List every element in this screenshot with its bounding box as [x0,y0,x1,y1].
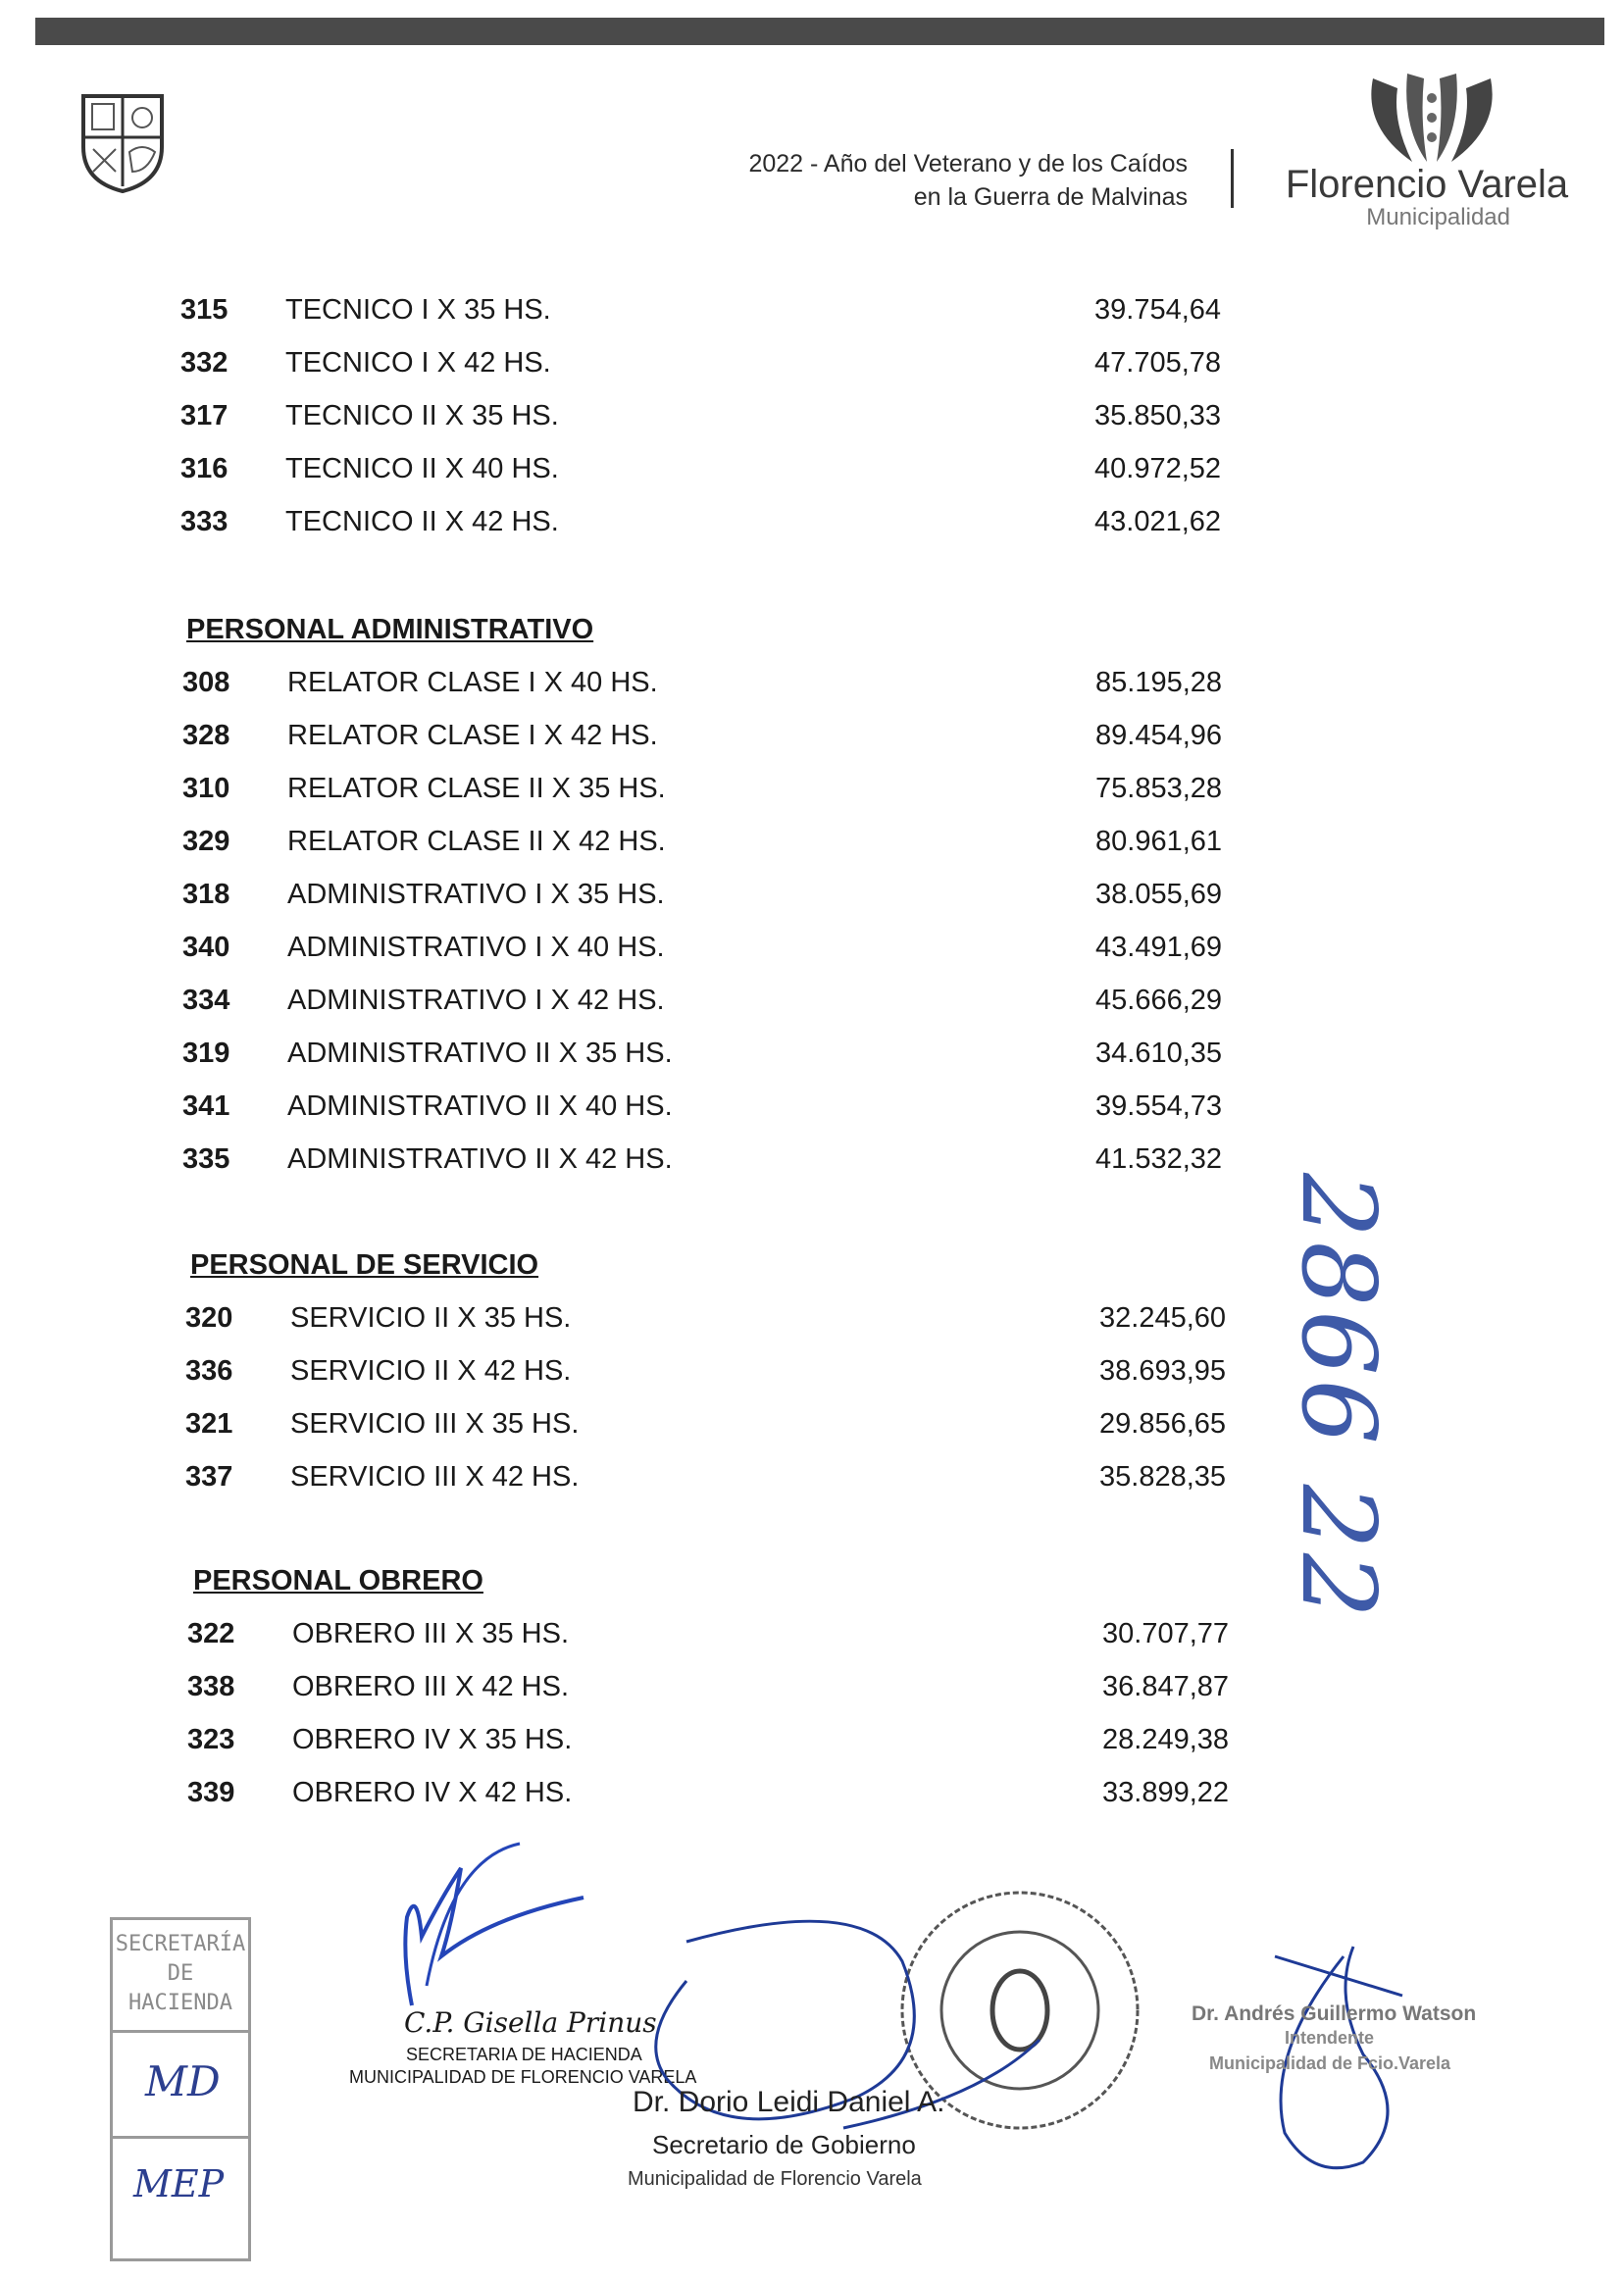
list-item [180,347,1240,386]
salary-code: 328 [182,720,230,751]
salary-amount: 29.856,65 [1099,1408,1227,1440]
position-label: ADMINISTRATIVO I X 42 HS. [287,985,665,1016]
salary-code: 322 [187,1618,235,1649]
salary-amount: 85.195,28 [1095,667,1223,698]
motto-line-1: 2022 - Año del Veterano y de los Caídos [748,150,1188,177]
initials-mep: MEP [133,2162,225,2205]
salary-amount: 80.961,61 [1095,826,1223,857]
salary-amount: 47.705,78 [1094,347,1222,379]
list-item [185,1461,1244,1500]
municipal-crest-icon [78,88,167,196]
signature-org-prinus: MUNICIPALIDAD DE FLORENCIO VARELA [349,2067,697,2087]
position-label: ADMINISTRATIVO I X 40 HS. [287,932,665,963]
position-label: SERVICIO III X 35 HS. [290,1408,580,1440]
salary-code: 336 [185,1355,233,1387]
salary-code: 329 [182,826,230,857]
salary-code: 310 [182,773,230,804]
list-item [182,1143,1242,1183]
section-heading-obrero: PERSONAL OBRERO [193,1565,483,1596]
salary-code: 316 [180,453,228,484]
salary-code: 318 [182,879,230,910]
salary-amount: 36.847,87 [1102,1671,1230,1702]
header-divider [1231,149,1234,208]
position-label: ADMINISTRATIVO II X 35 HS. [287,1038,673,1069]
motto-line-2: en la Guerra de Malvinas [913,183,1188,211]
position-label: OBRERO IV X 42 HS. [292,1777,573,1808]
salary-amount: 40.972,52 [1094,453,1222,484]
salary-amount: 43.021,62 [1094,506,1222,537]
initials-md: MD [145,2057,221,2105]
signature-leidi-icon [608,1902,1069,2167]
salary-amount: 43.491,69 [1095,932,1223,963]
signature-title-leidi: Secretario de Gobierno [652,2130,916,2159]
stamp-divider [110,2030,251,2033]
salary-code: 317 [180,400,228,431]
salary-amount: 75.853,28 [1095,773,1223,804]
logo-subtitle: Municipalidad [1366,204,1510,230]
salary-amount: 41.532,32 [1095,1143,1223,1175]
salary-amount: 39.754,64 [1094,294,1222,326]
salary-code: 341 [182,1090,230,1122]
position-label: TECNICO II X 42 HS. [285,506,559,537]
salary-code: 337 [185,1461,233,1493]
salary-code: 338 [187,1671,235,1702]
position-label: ADMINISTRATIVO II X 40 HS. [287,1090,673,1122]
signature-name-watson: Dr. Andrés Guillermo Watson [1192,2002,1477,2025]
stamp-divider [110,2136,251,2139]
position-label: RELATOR CLASE II X 42 HS. [287,826,666,857]
salary-code: 335 [182,1143,230,1175]
year-motto [748,147,1188,214]
list-item [182,1090,1242,1130]
position-label: ADMINISTRATIVO I X 35 HS. [287,879,665,910]
signature-name-prinus: C.P. Gisella Prinus [404,2006,657,2039]
list-item [182,1038,1242,1077]
list-item [182,985,1242,1024]
handwritten-number [1279,1147,1398,1657]
salary-code: 323 [187,1724,235,1755]
signature-title-watson: Intendente [1285,2028,1375,2048]
position-label: SERVICIO II X 35 HS. [290,1302,572,1334]
florencio-varela-logo-icon [1353,69,1510,167]
salary-amount: 35.828,35 [1099,1461,1227,1493]
hacienda-stamp-text [110,1930,251,2018]
signature-name-leidi: Dr. Dorio Leidi Daniel A. [633,2086,945,2118]
position-label: RELATOR CLASE II X 35 HS. [287,773,666,804]
handwritten-number-text: 2866 22 [1279,1172,1398,1623]
salary-code: 334 [182,985,230,1016]
logo-name: Florencio Varela [1285,163,1569,206]
list-item [185,1302,1244,1342]
salary-code: 332 [180,347,228,379]
scan-top-bar [35,18,1604,45]
list-item [180,400,1240,439]
salary-amount: 45.666,29 [1095,985,1223,1016]
signature-org-watson: Municipalidad de Fcio.Varela [1209,2053,1451,2073]
salary-code: 321 [185,1408,233,1440]
salary-amount: 39.554,73 [1095,1090,1223,1122]
salary-amount: 38.055,69 [1095,879,1223,910]
list-item [182,826,1242,865]
position-label: TECNICO II X 35 HS. [285,400,559,431]
salary-code: 333 [180,506,228,537]
list-item [182,720,1242,759]
salary-code: 308 [182,667,230,698]
list-item [182,879,1242,918]
salary-amount: 30.707,77 [1102,1618,1230,1649]
signature-org-leidi: Municipalidad de Florencio Varela [628,2168,922,2190]
list-item [185,1355,1244,1394]
list-item [180,453,1240,492]
section-heading-servicio: PERSONAL DE SERVICIO [190,1249,539,1281]
stamp-line-2: DE [167,1961,194,1986]
salary-code: 340 [182,932,230,963]
signature-title-prinus: SECRETARIA DE HACIENDA [406,2045,642,2064]
salary-code: 315 [180,294,228,326]
salary-code: 320 [185,1302,233,1334]
salary-amount: 35.850,33 [1094,400,1222,431]
signature-prinus-icon [382,1839,598,2015]
salary-code: 339 [187,1777,235,1808]
list-item [182,773,1242,812]
position-label: TECNICO I X 42 HS. [285,347,551,379]
section-heading-administrativo: PERSONAL ADMINISTRATIVO [186,614,594,645]
position-label: TECNICO I X 35 HS. [285,294,551,326]
position-label: ADMINISTRATIVO II X 42 HS. [287,1143,673,1175]
position-label: SERVICIO III X 42 HS. [290,1461,580,1493]
list-item [187,1777,1246,1816]
list-item [187,1724,1246,1763]
list-item [180,294,1240,333]
position-label: OBRERO III X 35 HS. [292,1618,570,1649]
position-label: SERVICIO II X 42 HS. [290,1355,572,1387]
stamp-line-3: HACIENDA [128,1991,232,2015]
salary-amount: 38.693,95 [1099,1355,1227,1387]
list-item [187,1671,1246,1710]
position-label: OBRERO IV X 35 HS. [292,1724,573,1755]
list-item [180,506,1240,545]
salary-amount: 89.454,96 [1095,720,1223,751]
salary-amount: 28.249,38 [1102,1724,1230,1755]
salary-amount: 34.610,35 [1095,1038,1223,1069]
list-item [187,1618,1246,1657]
position-label: RELATOR CLASE I X 42 HS. [287,720,658,751]
position-label: TECNICO II X 40 HS. [285,453,559,484]
position-label: RELATOR CLASE I X 40 HS. [287,667,658,698]
position-label: OBRERO III X 42 HS. [292,1671,570,1702]
list-item [182,932,1242,971]
salary-code: 319 [182,1038,230,1069]
stamp-line-1: SECRETARÍA [115,1932,246,1956]
salary-amount: 32.245,60 [1099,1302,1227,1334]
list-item [185,1408,1244,1447]
list-item [182,667,1242,706]
salary-amount: 33.899,22 [1102,1777,1230,1808]
